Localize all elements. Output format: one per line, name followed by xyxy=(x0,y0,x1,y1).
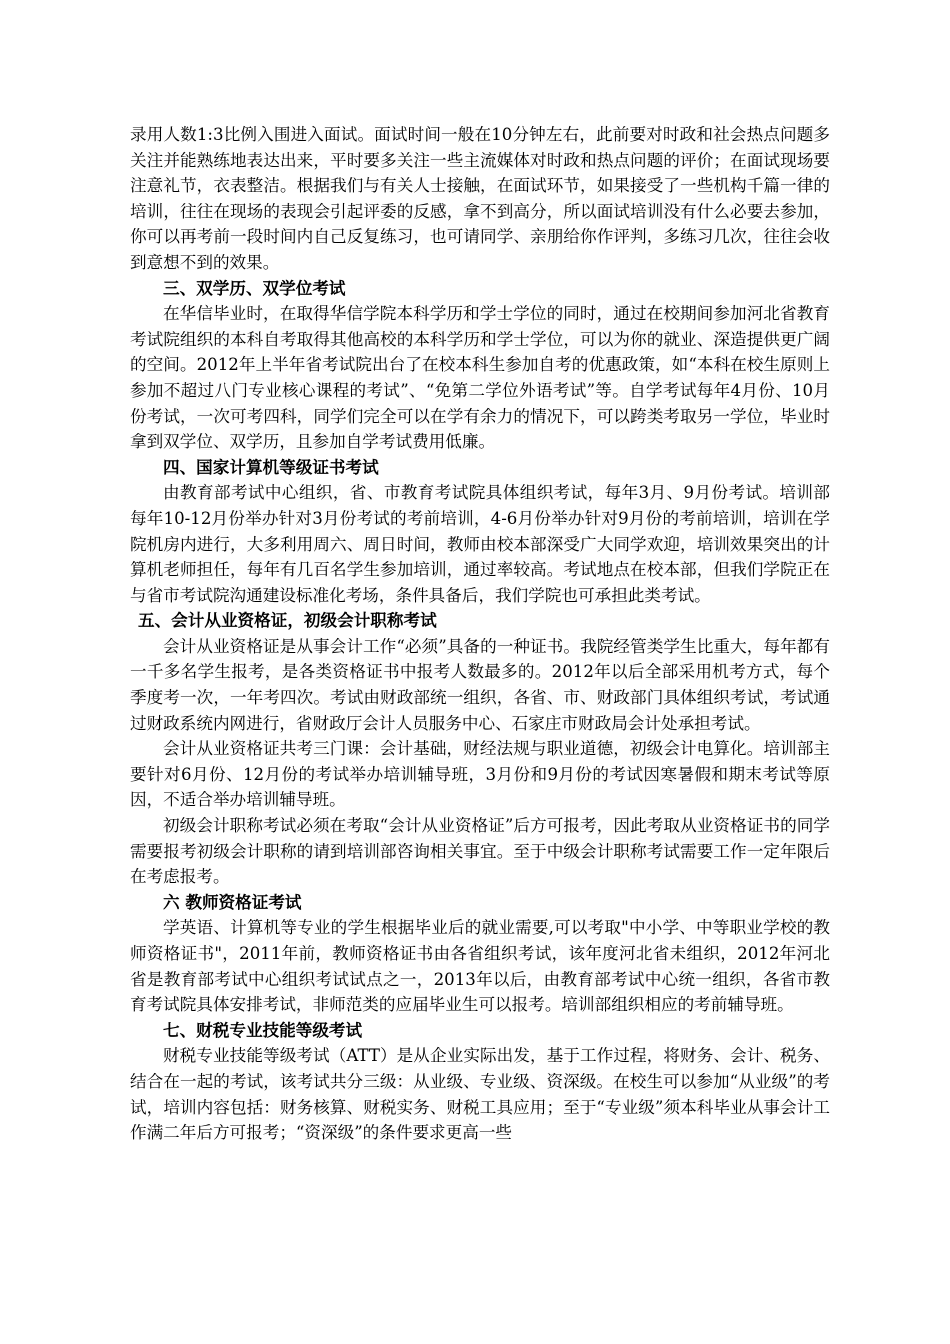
heading-section-5: 五、会计从业资格证，初级会计职称考试 xyxy=(138,610,437,631)
heading-section-7: 七、财税专业技能等级考试 xyxy=(163,1019,363,1040)
document-page xyxy=(130,122,830,1146)
paragraph-teacher-cert: 学英语、计算机等专业的学生根据毕业后的就业需要,可以考取"中小学、中等职业学校的教师资格证书"，2011年前，教师资格证书由各省组织考试，该年度河北省未组织，2012年河北省是教育部考试中心组织考试试点之一，2013年以后，由教育部考试中心统一组织，各省市教育考试院具体安排考试，非师范类的应届毕业生可以报考。培训部组织相应的考前辅导班。 xyxy=(130,918,830,1015)
heading-section-3: 三、双学历、双学位考试 xyxy=(163,277,346,298)
paragraph-interview: 录用人数1:3比例入围进入面试。面试时间一般在10分钟左右，此前要对时政和社会热点问题多关注并能熟练地表达出来，平时要多关注一些主流媒体对时政和热点问题的评价；在面试现场要注意礼节，衣表整洁。根据我们与有关人士接触，在面试环节，如果接受了一些机构千篇一律的培训，往往在现场的表现会引起评委的反感，拿不到高分，所以面试培训没有什么必要去参加，你可以再考前一段时间内自己反复练习，也可请同学、亲朋给你作评判，多练习几次，往往会收到意想不到的效果。 xyxy=(130,125,830,272)
paragraph-tax-skills: 财税专业技能等级考试（ATT）是从企业实际出发，基于工作过程，将财务、会计、税务、结合在一起的考试，该考试共分三级：从业级、专业级、资深级。在校生可以参加“从业级”的考试，培训内容包括：财务核算、财税实务、财税工具应用；至于“专业级”须本科毕业从事会计工作满二年后方可报考；“资深级”的条件要求更高一些 xyxy=(130,1046,830,1143)
paragraph-double-degree: 在华信毕业时，在取得华信学院本科学历和学士学位的同时，通过在校期间参加河北省教育考试院组织的本科自考取得其他高校的本科学历和学士学位，可以为你的就业、深造提供更广阔的空间。2012年上半年省考试院出台了在校本科生参加自考的优惠政策，如“本科在校生原则上参加不超过八门专业核心课程的考试”、“免第二学位外语考试”等。自学考试每年4月份、10月份考试，一次可考四科，同学们完全可以在学有余力的情况下，可以跨类考取另一学位，毕业时拿到双学位、双学历，且参加自学考试费用低廉。 xyxy=(130,304,830,452)
heading-section-6: 六 教师资格证考试 xyxy=(163,891,302,912)
paragraph-junior-accountant: 初级会计职称考试必须在考取“会计从业资格证”后方可报考，因此考取从业资格证书的同学需要报考初级会计职称的请到培训部咨询相关事宜。至于中级会计职称考试需要工作一定年限后在考虑报考。 xyxy=(130,816,830,887)
paragraph-computer-exam: 由教育部考试中心组织，省、市教育考试院具体组织考试，每年3月、9月份考试。培训部每年10-12月份举办针对3月份考试的考前培训，4-6月份举办针对9月份的考前培训，培训在学院机房内进行，大多利用周六、周日时间，教师由校本部深受广大同学欢迎，培训效果突出的计算机老师担任，每年有几百名学生参加培训，通过率较高。考试地点在校本部，但我们学院正在与省市考试院沟通建设标准化考场，条件具备后，我们学院也可承担此类考试。 xyxy=(130,483,830,605)
paragraph-accounting-cert: 会计从业资格证是从事会计工作“必须”具备的一种证书。我院经管类学生比重大，每年都有一千多名学生报考，是各类资格证书中报考人数最多的。2012年以后全部采用机考方式，每个季度考一次，一年考四次。考试由财政部统一组织，各省、市、财政部门具体组织考试，考试通过财政系统内网进行，省财政厅会计人员服务中心、石家庄市财政局会计处承担考试。 xyxy=(130,636,830,733)
paragraph-accounting-courses: 会计从业资格证共考三门课：会计基础，财经法规与职业道德，初级会计电算化。培训部主要针对6月份、12月份的考试举办培训辅导班，3月份和9月份的考试因寒暑假和期末考试等原因，不适合举办培训辅导班。 xyxy=(130,739,830,810)
heading-section-4: 四、国家计算机等级证书考试 xyxy=(163,456,379,477)
